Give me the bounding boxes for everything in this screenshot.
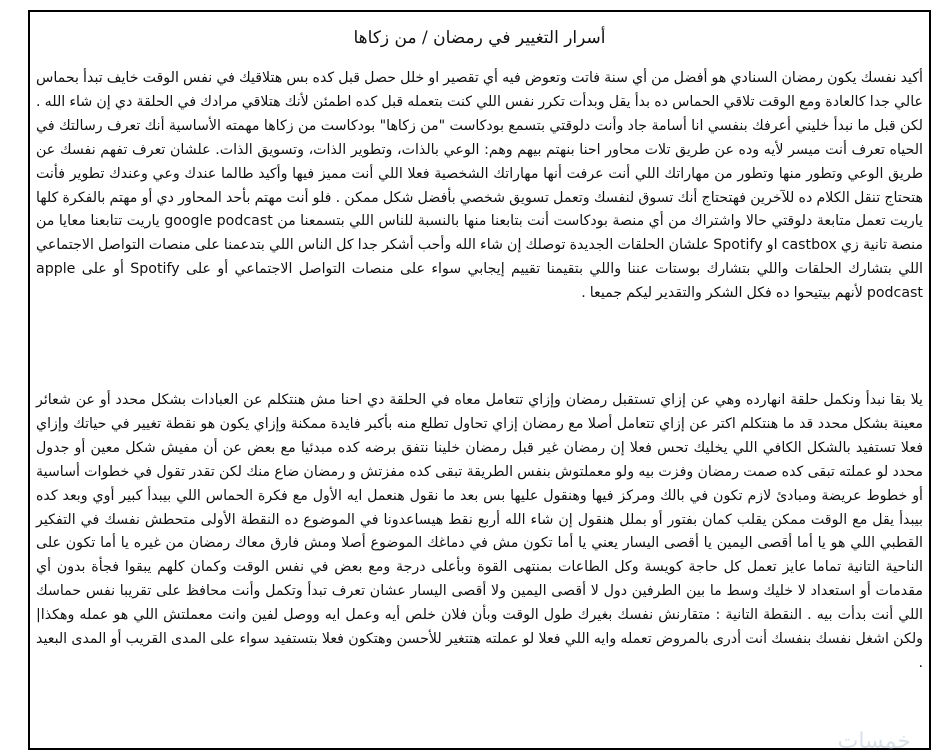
document-page bbox=[28, 10, 931, 754]
watermark-logo: خمسات bbox=[837, 729, 911, 754]
document-title: أسرار التغيير في رمضان / من زكاها bbox=[353, 28, 606, 48]
paragraph-intro: أكيد نفسك يكون رمضان السنادي هو أفضل من أي سنة فاتت وتعوض فيه أي تقصير او خلل حصل قبل كده بس هتلاقيك في نفس الوقت خايف تبدأ بحماس عالي جدا كالعادة ومع الوقت تلاقي الحماس ده بدأ يقل وبدأت تكرر نفس اللي كنت بتعمله قبل كده اطمئن لأنك هتلاقي مرادك في الحلقة دي إن شاء الله . لكن قبل ما نبدأ خليني أعرفك بنفسي انا أسامة جاد وأنت دلوقتي بتسمع بودكاست "من زكاها" بودكاست من زكاها مهمته الأساسية أنك تعرف رسالتك في الحياه تعرف أنت ميسر لأيه وده عن طريق تلات محاور احنا بنهتم بيهم وهم: الوعي بالذات، وتطوير الذات، وتسويق الذات. علشان تعرف تفهم نفسك عن طريق الوعي وتطور منها وتطور من مهاراتك اللي أنت عرفت أنها مهاراتك الشخصية فعلا اللي أنت مميز فيها وأكيد طالما عندك وعي وعندك تطوير فأنت هتحتاج تنقل الكلام ده للآخرين فهتحتاج أنك تسوق لنفسك وتعمل تسويق شخصي بأفضل شكل ممكن . فلو أنت مهتم بأحد المحاور دي أو مهتم بالفكرة كلها ياريت تعمل متابعة دلوقتي حالا واشتراك من أي منصة بودكاست أنت بتابعنا منها بالنسبة للناس اللي بتسمعنا من google podcast ياريت تتابعنا معايا من منصة تانية زي castbox او Spotify علشان الحلقات الجديدة توصلك إن شاء الله وأحب أشكر جدا كل الناس اللي بتدعمنا على منصات التواصل الاجتماعي اللي بتشارك الحلقات واللي بتشارك بوستات عننا واللي بتقيمنا تقييم إيجابي سواء على منصات التواصل الاجتماعي أو على Spotify أو على apple podcast لأنهم بيتيحوا ده فكل الشكر والتقدير ليكم جميعا . bbox=[36, 70, 924, 302]
paragraph-main: يلا بقا نبدأ ونكمل حلقة انهارده وهي عن إزاي تستقبل رمضان وإزاي تتعامل معاه في الحلقة دي احنا مش هنتكلم عن العبادات بشكل محدد أو عن شعائر معينة بشكل محدد قد ما هنتكلم اكتر عن إزاي تتعامل أصلا مع رمضان إزاي تحاول تطلع منه بأكبر فايدة ممكنة وإزاي يكون هو نقطة تغيير في حياتك وإزاي فعلا تستفيد بالشكل الكافي اللي يخليك تحس فعلا إن رمضان غير قبل رمضان خلينا نتفق برضه كده مبدئيا مع بعض عن أن مفيش شكل معين أو جدول محدد لو عملته تبقى كده صمت رمضان وفزت بيه ولو معملتوش بنفس الطريقة تبقى كده مفزتش و رمضان ضاع منك لكن تقدر تقول في خطوات أساسية أو خطوط عريضة ومبادئ لازم تكون في بالك ومركز فيها وهنقول عليها بس بعد ما نقول هنعمل ايه الأول مع فكرة الحماس اللي بيبدأ كبير أوي وبعد كده بيبدأ يقل مع الوقت ممكن يقلب كمان بفتور أو بملل هنقول إن شاء الله أربع نقط هيساعدونا في الموضوع ده النقطة الأولى متحطش نفسك في التفكير القطبي اللي هو يا أما أقصى اليمين يا أقصى اليسار يعني يا أما تكون مش في دماغك الموضوع أصلا ومش فارق معاك رمضان من غيره يا أما تكون على الناحية التانية تماما عايز تعمل كل حاجة كويسة وكل الطاعات بمنتهى القوة وبأعلى درجة ومع بعض في نفس الوقت وكمان كلهم يبقوا فجأة بدون أي مقدمات أو استعداد لا خليك وسط ما بين الطرفين دول لا أقصى اليمين ولا أقصى اليسار عشان تعرف تبدأ وتكمل وأنت محافظ على تقريبا نفس حماسك اللي أنت بدأت بيه . النقطة التانية : متقارنش نفسك بغيرك طول الوقت وبأن فلان خلص أيه وعمل ايه ووصل لفين وانت معملتش اللي هو عمله وهكذا| ولكن اشغل نفسك بنفسك أنت أدرى بالمروض تعمله وايه اللي فعلا لو عملته هتتغير للأحسن وهتكون فعلا بتستفيد سواء على المدى القريب أو المدى البعيد . bbox=[36, 392, 923, 671]
